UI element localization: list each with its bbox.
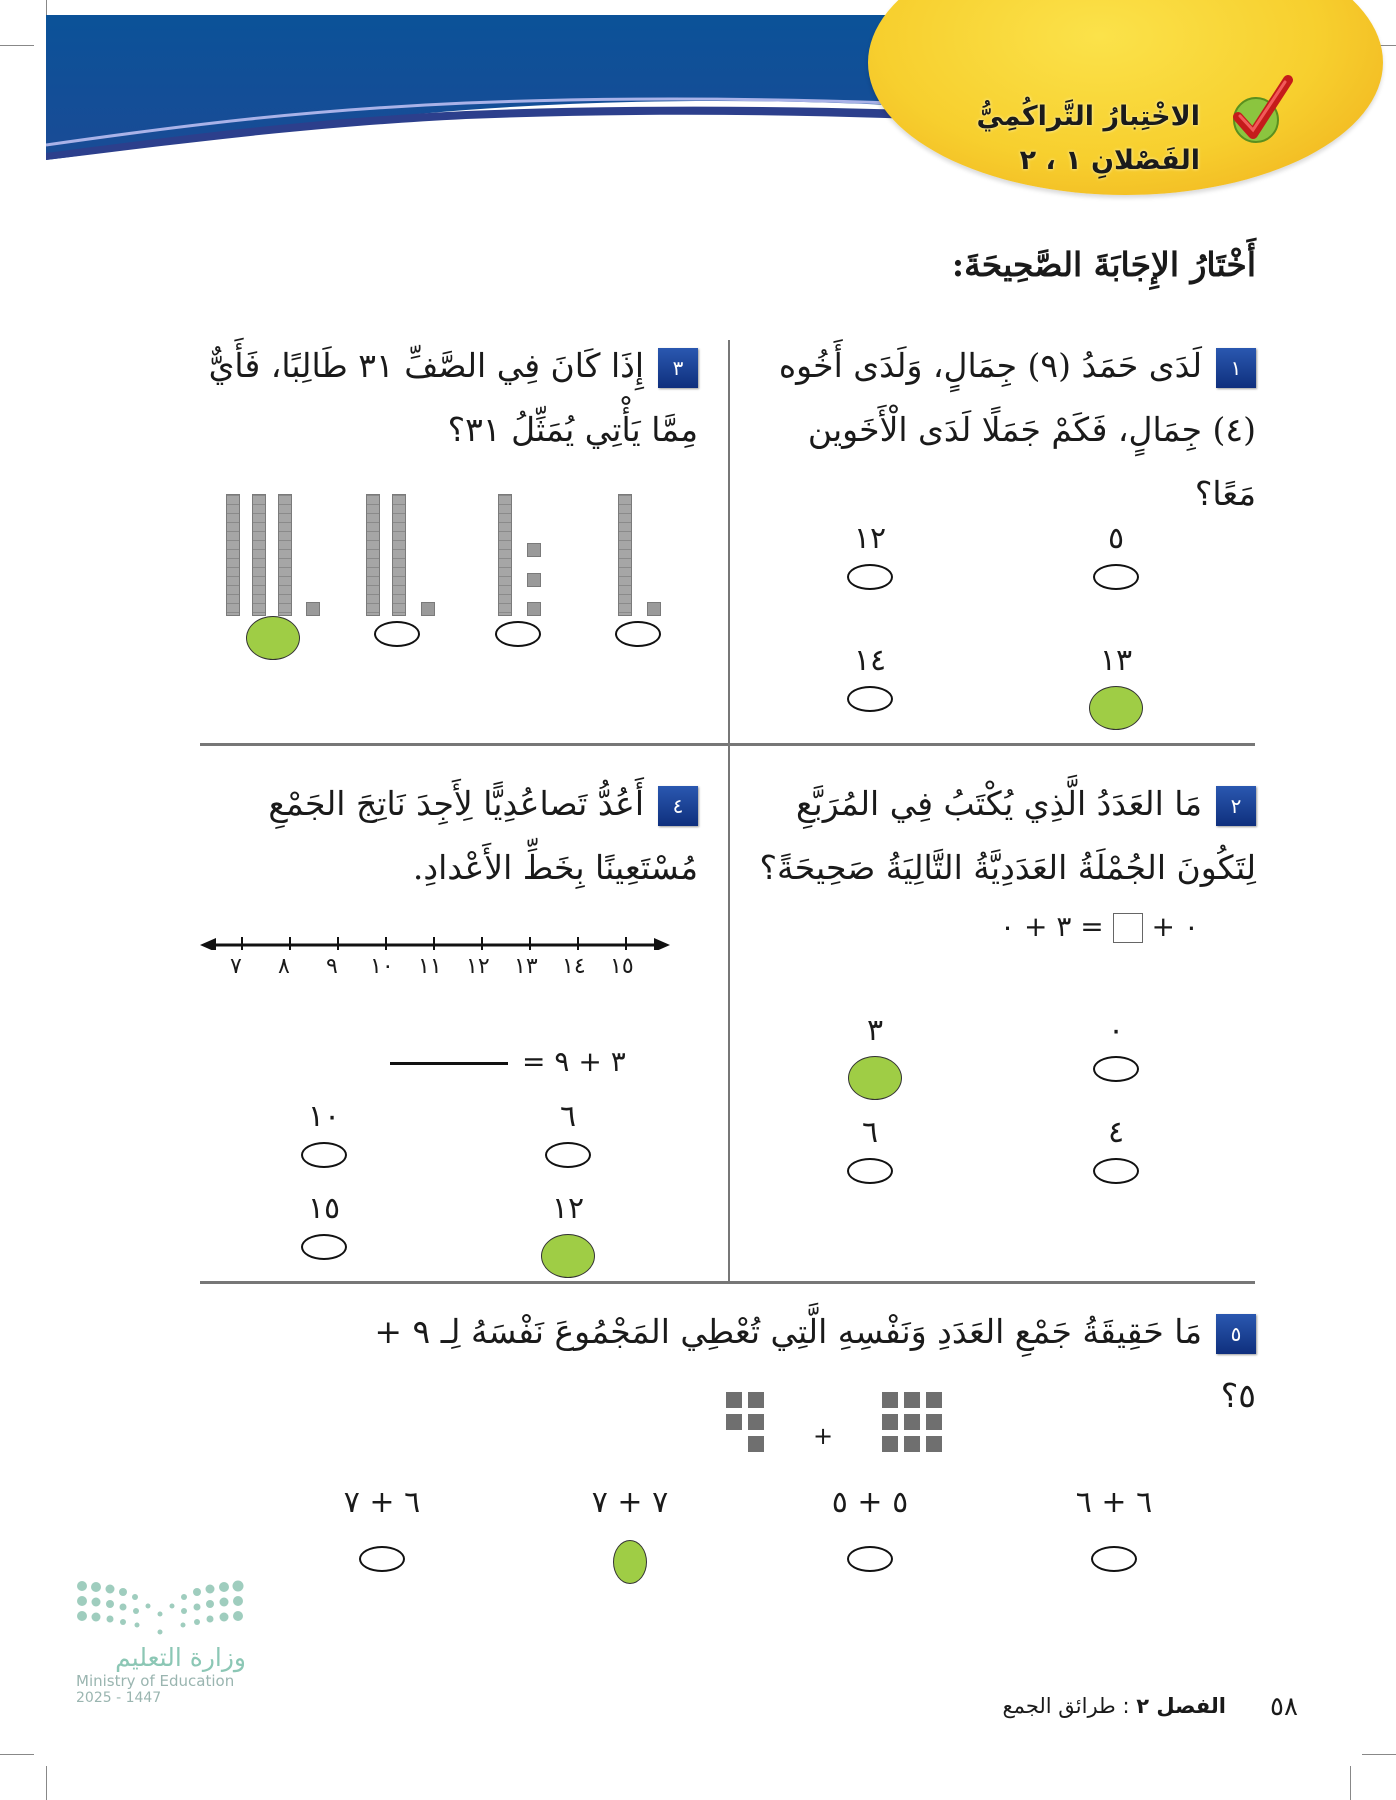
tick-label: ١٠ (370, 954, 394, 979)
answer-bubble-selected[interactable] (613, 1540, 647, 1584)
crop-mark (0, 45, 34, 46)
chapter-label: الفصل ٢ (1136, 1694, 1226, 1718)
checkmark-icon (1228, 72, 1298, 152)
answer-bubble[interactable] (374, 621, 420, 647)
answer-option[interactable]: ١٢ (830, 520, 910, 590)
question-number-badge: ٤ (658, 786, 698, 826)
answer-option[interactable] (357, 615, 437, 647)
question-number-badge: ٥ (1216, 1314, 1256, 1354)
question-text: إِذَا كَانَ فِي الصَّفِّ ٣١ طَالِبًا، فَأَيٌّ مِمَّا يَأْتِي يُمَثِّلُ ٣١؟ (208, 346, 698, 449)
answer-bubble[interactable] (1091, 1546, 1137, 1572)
answer-option[interactable]: ٣ (835, 1012, 915, 1100)
answer-option[interactable] (478, 615, 558, 647)
title-line-1: الاخْتِبارُ التَّراكُمِيُّ (976, 101, 1200, 132)
answer-option[interactable]: ٦ (830, 1114, 910, 1184)
answer-bubble[interactable] (615, 621, 661, 647)
question-text: مَا العَدَدُ الَّذِي يُكْتَبُ فِي المُرَبَّعِ لِتَكُونَ الجُمْلَةُ العَدَدِيَّةُ التَّالِيَةُ صَحِيحَةً؟ (759, 784, 1256, 887)
number-line (200, 930, 670, 980)
answer-option[interactable]: ٦ (528, 1098, 608, 1168)
answer-option[interactable]: ١٤ (830, 642, 910, 712)
number-line-axis-icon (200, 930, 670, 950)
answer-bubble[interactable] (847, 1158, 893, 1184)
crop-mark (1350, 1766, 1351, 1800)
answer-box[interactable] (1113, 913, 1143, 943)
answer-bubble[interactable] (1093, 1158, 1139, 1184)
ministry-year: 2025 - 1447 (76, 1690, 162, 1706)
answer-option[interactable] (233, 610, 313, 660)
answer-bubble-selected[interactable] (848, 1056, 902, 1100)
answer-option[interactable]: ٤ (1076, 1114, 1156, 1184)
question-number-badge: ١ (1216, 348, 1256, 388)
answer-bubble[interactable] (545, 1142, 591, 1168)
tick-label: ١٢ (466, 954, 490, 979)
title-line-2: الفَصْلانِ ١ ، ٢ (1019, 145, 1200, 176)
answer-option[interactable]: ١٠ (284, 1098, 364, 1168)
number-sentence: ٠ + = ٣ + ٠ (1000, 910, 1199, 943)
instruction-heading: أَخْتَارُ الإِجَابَةَ الصَّحِيحَةَ: (951, 245, 1256, 284)
question-text: مَا حَقِيقَةُ جَمْعِ العَدَدِ وَنَفْسِهِ الَّتِي تُعْطِي المَجْمُوعَ نَفْسَهُ لِـ ٩ + ٥؟ (374, 1312, 1256, 1415)
equation: = ٣ + ٩ (390, 1045, 626, 1078)
tick-label: ٧ (230, 954, 242, 979)
question-4 (188, 772, 698, 900)
tick-label: ١١ (418, 954, 442, 979)
tick-label: ١٤ (562, 954, 586, 979)
answer-option[interactable]: ٧ + ٧ (590, 1484, 670, 1584)
ministry-name-arabic: وزارة التعليم (115, 1643, 246, 1672)
grid-divider-horizontal (200, 1281, 1255, 1284)
question-text: أَعُدُّ تَصاعُدِيًّا لِأَجِدَ نَاتِجَ الجَمْعِ مُسْتَعِينًا بِخَطِّ الأَعْدادِ. (268, 784, 698, 887)
answer-bubble[interactable] (301, 1234, 347, 1260)
answer-option[interactable]: ١٥ (284, 1190, 364, 1260)
answer-bubble-selected[interactable] (541, 1234, 595, 1278)
answer-option[interactable]: ٥ (1076, 520, 1156, 590)
tick-label: ١٣ (514, 954, 538, 979)
answer-option[interactable]: ٦ + ٧ (342, 1484, 422, 1572)
plus-sign: + (813, 1422, 834, 1450)
ministry-logo (76, 1580, 256, 1706)
answer-bubble[interactable] (301, 1142, 347, 1168)
crop-mark (1362, 1754, 1396, 1755)
ministry-dots-icon (76, 1580, 246, 1635)
chapter-title: : طرائق الجمع (1002, 1694, 1130, 1718)
question-5 (356, 1300, 1256, 1428)
ministry-name-english: Ministry of Education (76, 1672, 235, 1690)
answer-bubble[interactable] (1093, 564, 1139, 590)
answer-bubble[interactable] (847, 686, 893, 712)
answer-bubble-selected[interactable] (246, 616, 300, 660)
answer-option[interactable]: ٦ + ٦ (1074, 1484, 1154, 1572)
page-number: ٥٨ (1270, 1692, 1298, 1722)
answer-option[interactable]: ٥ + ٥ (830, 1484, 910, 1572)
answer-bubble[interactable] (847, 1546, 893, 1572)
question-text: لَدَى حَمَدُ (٩) جِمَالٍ، وَلَدَى أَخُوه (٤) جِمَالٍ، فَكَمْ جَمَلًا لَدَى الْأَخَوين مَعًا؟ (778, 346, 1256, 513)
answer-option[interactable]: ١٣ (1076, 642, 1156, 730)
crop-mark (46, 1766, 47, 1800)
answer-blank[interactable] (390, 1062, 508, 1065)
page-title (976, 95, 1200, 183)
tick-label: ١٥ (610, 954, 634, 979)
answer-bubble-selected[interactable] (1089, 686, 1143, 730)
answer-bubble[interactable] (847, 564, 893, 590)
tick-label: ٩ (326, 954, 338, 979)
answer-bubble[interactable] (495, 621, 541, 647)
grid-divider-vertical (728, 340, 730, 1282)
grid-divider-horizontal (200, 743, 1255, 746)
question-1 (746, 334, 1256, 526)
answer-option[interactable]: ٠ (1076, 1012, 1156, 1082)
crop-mark (0, 1754, 34, 1755)
answer-option[interactable] (598, 615, 678, 647)
question-number-badge: ٣ (658, 348, 698, 388)
tick-label: ٨ (278, 954, 290, 979)
answer-bubble[interactable] (359, 1546, 405, 1572)
answer-option[interactable]: ١٢ (528, 1190, 608, 1278)
question-3 (188, 334, 698, 462)
question-number-badge: ٢ (1216, 786, 1256, 826)
answer-bubble[interactable] (1093, 1056, 1139, 1082)
chapter-footer (1003, 1694, 1227, 1718)
question-2 (746, 772, 1256, 900)
